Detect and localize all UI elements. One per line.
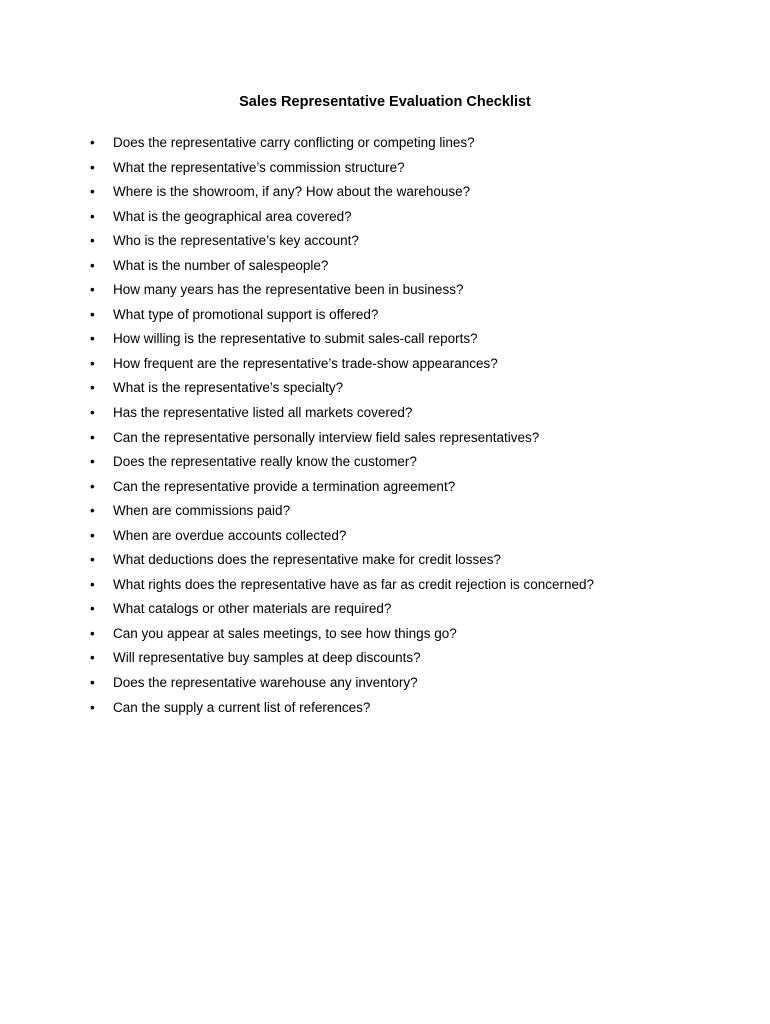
list-item-text: How frequent are the representative’s trade-show appearances? bbox=[113, 355, 498, 371]
bullet-icon: • bbox=[90, 355, 95, 371]
bullet-icon: • bbox=[90, 675, 95, 691]
bullet-icon: • bbox=[90, 135, 95, 150]
list-item-text: Has the representative listed all markets covered? bbox=[113, 405, 413, 421]
list-item bbox=[90, 575, 730, 600]
list-item-text: What rights does the representative have as far as credit rejection is concerned? bbox=[113, 576, 595, 592]
list-item-text: Can the supply a current list of references? bbox=[113, 699, 371, 715]
list-item bbox=[90, 354, 730, 379]
list-item bbox=[90, 280, 730, 305]
list-item bbox=[90, 550, 730, 575]
list-item bbox=[90, 158, 730, 183]
list-item bbox=[90, 428, 730, 453]
bullet-icon: • bbox=[90, 429, 95, 445]
list-item-text: Who is the representative’s key account? bbox=[113, 233, 359, 249]
list-item bbox=[90, 477, 730, 502]
bullet-icon: • bbox=[90, 380, 95, 396]
bullet-icon: • bbox=[90, 503, 95, 519]
bullet-icon: • bbox=[90, 552, 95, 568]
bullet-icon: • bbox=[90, 454, 95, 470]
bullet-icon: • bbox=[90, 159, 95, 175]
list-item-text: What the representative’s commission structure? bbox=[113, 159, 405, 175]
list-item-text: Does the representative carry conflicting or competing lines? bbox=[113, 135, 475, 150]
list-item-text: When are overdue accounts collected? bbox=[113, 527, 347, 543]
list-item bbox=[90, 329, 730, 354]
bullet-icon: • bbox=[90, 282, 95, 298]
bullet-icon: • bbox=[90, 233, 95, 249]
list-item-text: Does the representative really know the customer? bbox=[113, 454, 417, 470]
list-item bbox=[90, 501, 730, 526]
bullet-icon: • bbox=[90, 527, 95, 543]
list-item-text: What is the representative’s specialty? bbox=[113, 380, 344, 396]
list-item-text: Does the representative warehouse any inventory? bbox=[113, 675, 418, 691]
list-item-text: What is the geographical area covered? bbox=[113, 208, 352, 224]
list-item bbox=[90, 256, 730, 281]
list-item-text: Can the representative personally interview field sales representatives? bbox=[113, 429, 540, 445]
list-item-text: What type of promotional support is offered? bbox=[113, 306, 379, 322]
bullet-icon: • bbox=[90, 405, 95, 421]
list-item bbox=[90, 526, 730, 551]
list-item-text: What deductions does the representative make for credit losses? bbox=[113, 552, 501, 568]
list-item bbox=[90, 624, 730, 649]
list-item-text: When are commissions paid? bbox=[113, 503, 291, 519]
list-item-text: What catalogs or other materials are required? bbox=[113, 601, 392, 617]
bullet-icon: • bbox=[90, 184, 95, 200]
list-item-text: Can the representative provide a termination agreement? bbox=[113, 478, 456, 494]
list-item bbox=[90, 673, 730, 698]
bullet-icon: • bbox=[90, 699, 95, 715]
bullet-icon: • bbox=[90, 650, 95, 666]
list-item bbox=[90, 182, 730, 207]
list-item bbox=[90, 207, 730, 232]
bullet-icon: • bbox=[90, 331, 95, 347]
bullet-icon: • bbox=[90, 257, 95, 273]
list-item bbox=[90, 698, 730, 723]
bullet-icon: • bbox=[90, 576, 95, 592]
list-item-text: How willing is the representative to submit sales-call reports? bbox=[113, 331, 478, 347]
list-item bbox=[90, 133, 730, 158]
list-item bbox=[90, 378, 730, 403]
list-item-text: How many years has the representative been in business? bbox=[113, 282, 464, 298]
list-item-text: What is the number of salespeople? bbox=[113, 257, 329, 273]
list-item bbox=[90, 231, 730, 256]
list-item bbox=[90, 452, 730, 477]
bullet-icon: • bbox=[90, 601, 95, 617]
list-item-text: Where is the showroom, if any? How about the warehouse? bbox=[113, 184, 471, 200]
list-item bbox=[90, 403, 730, 428]
bullet-icon: • bbox=[90, 625, 95, 641]
list-item bbox=[90, 305, 730, 330]
list-item bbox=[90, 599, 730, 624]
bullet-icon: • bbox=[90, 478, 95, 494]
list-item bbox=[90, 648, 730, 673]
bullet-icon: • bbox=[90, 306, 95, 322]
checklist bbox=[90, 133, 730, 722]
list-item-text: Can you appear at sales meetings, to see how things go? bbox=[113, 625, 457, 641]
list-item-text: Will representative buy samples at deep discounts? bbox=[113, 650, 421, 666]
bullet-icon: • bbox=[90, 208, 95, 224]
page-title: Sales Representative Evaluation Checklist bbox=[239, 94, 531, 110]
